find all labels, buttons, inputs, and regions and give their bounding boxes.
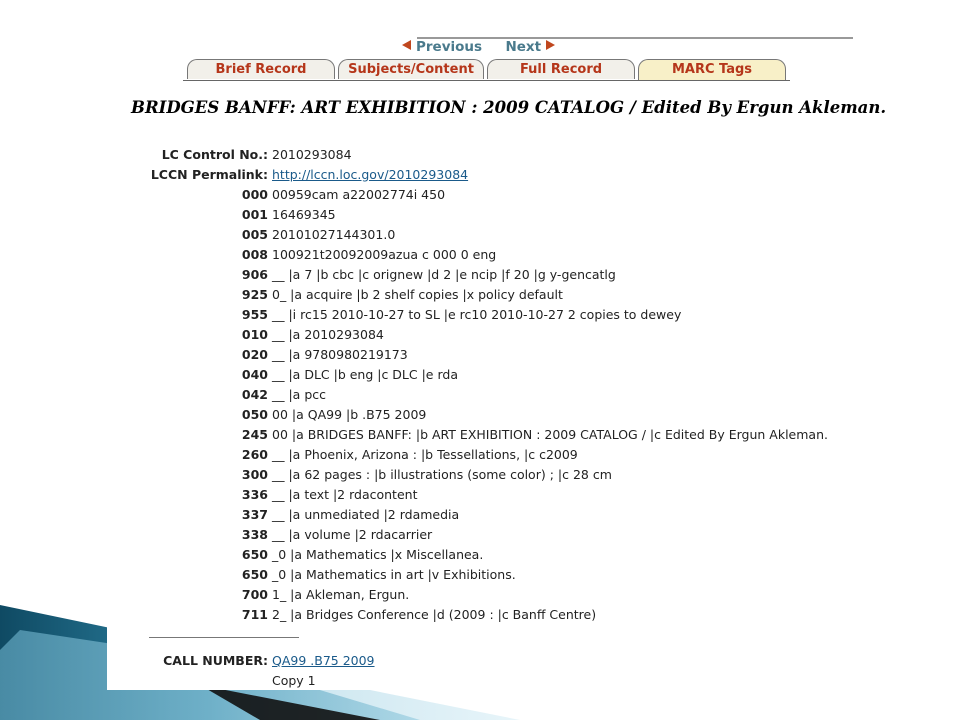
marc-field-row <box>107 465 847 485</box>
marc-value: __ |a 62 pages : |b illustrations (some color) ; |c 28 cm <box>272 467 612 482</box>
tab-brief-record[interactable]: Brief Record <box>187 59 335 79</box>
marc-field-row <box>107 525 847 545</box>
arrow-left-icon <box>402 40 411 50</box>
lccn-value: 2010293084 <box>272 147 352 162</box>
marc-field-row <box>107 345 847 365</box>
marc-field-row <box>107 425 847 445</box>
view-tabs <box>183 59 790 81</box>
marc-tag: 245 <box>241 427 268 442</box>
marc-tag: 005 <box>241 227 268 242</box>
previous-label: Previous <box>416 39 483 55</box>
marc-field-row <box>107 285 847 305</box>
marc-value: __ |a 7 |b cbc |c orignew |d 2 |e ncip |f 20 |g y-gencatlg <box>272 267 616 282</box>
marc-tag: 338 <box>241 527 268 542</box>
permalink-label: LCCN Permalink: <box>150 167 268 182</box>
tab-subjects-content[interactable]: Subjects/Content <box>338 59 484 79</box>
marc-value: __ |a DLC |b eng |c DLC |e rda <box>272 367 458 382</box>
marc-field-row <box>107 365 847 385</box>
marc-value: 0_ |a acquire |b 2 shelf copies |x policy default <box>272 287 563 302</box>
marc-tag: 955 <box>241 307 268 322</box>
copy-row <box>107 671 847 691</box>
marc-tag: 700 <box>241 587 268 602</box>
marc-value: __ |a Phoenix, Arizona : |b Tessellations, |c c2009 <box>272 447 578 462</box>
marc-field-row <box>107 205 847 225</box>
marc-value: __ |a unmediated |2 rdamedia <box>272 507 460 522</box>
marc-field-row <box>107 505 847 525</box>
record-title: BRIDGES BANFF: ART EXHIBITION : 2009 CATALOG / Edited By Ergun Akleman. <box>131 98 887 117</box>
marc-value: _0 |a Mathematics |x Miscellanea. <box>272 547 484 562</box>
record-navigation <box>402 39 555 55</box>
marc-tag: 001 <box>241 207 268 222</box>
marc-field-row <box>107 445 847 465</box>
marc-value: _0 |a Mathematics in art |v Exhibitions. <box>272 567 516 582</box>
marc-field-row <box>107 265 847 285</box>
marc-value: __ |a 9780980219173 <box>272 347 408 362</box>
marc-tag: 000 <box>241 187 268 202</box>
marc-field-row <box>107 545 847 565</box>
marc-tag: 040 <box>241 367 268 382</box>
marc-tag: 650 <box>241 567 268 582</box>
tab-full-record[interactable]: Full Record <box>487 59 635 79</box>
marc-field-row <box>107 485 847 505</box>
permalink-row <box>107 165 847 185</box>
marc-value: __ |a pcc <box>272 387 326 402</box>
marc-field-row <box>107 245 847 265</box>
marc-field-row <box>107 225 847 245</box>
marc-tag: 010 <box>241 327 268 342</box>
lccn-label: LC Control No.: <box>161 147 268 162</box>
marc-field-row <box>107 325 847 345</box>
marc-value: __ |a volume |2 rdacarrier <box>272 527 433 542</box>
marc-tag: 300 <box>241 467 268 482</box>
permalink-link[interactable]: http://lccn.loc.gov/2010293084 <box>272 167 469 182</box>
arrow-right-icon <box>546 40 555 50</box>
marc-field-row <box>107 585 847 605</box>
marc-value: 20101027144301.0 <box>272 227 396 242</box>
marc-value: 100921t20092009azua c 000 0 eng <box>272 247 497 262</box>
marc-tag: 042 <box>241 387 268 402</box>
marc-tag: 020 <box>241 347 268 362</box>
marc-tag: 337 <box>241 507 268 522</box>
marc-tag: 050 <box>241 407 268 422</box>
marc-value: 16469345 <box>272 207 336 222</box>
next-link[interactable] <box>505 39 555 55</box>
copy-label: Copy 1 <box>272 673 316 688</box>
marc-field-row <box>107 305 847 325</box>
marc-tag: 336 <box>241 487 268 502</box>
marc-value: __ |a 2010293084 <box>272 327 384 342</box>
marc-tag: 650 <box>241 547 268 562</box>
call-number-row <box>107 651 847 671</box>
call-number-link[interactable]: QA99 .B75 2009 <box>272 653 375 668</box>
marc-value: 2_ |a Bridges Conference |d (2009 : |c Banff Centre) <box>272 607 597 622</box>
call-number-label: CALL NUMBER: <box>163 653 268 668</box>
marc-value: 00 |a QA99 |b .B75 2009 <box>272 407 427 422</box>
marc-field-row <box>107 605 847 625</box>
tabs-baseline <box>183 80 790 81</box>
marc-tag: 711 <box>241 607 268 622</box>
record-panel <box>107 30 887 690</box>
lccn-row <box>107 145 847 165</box>
marc-tag: 925 <box>241 287 268 302</box>
marc-field-row <box>107 185 847 205</box>
marc-value: 1_ |a Akleman, Ergun. <box>272 587 410 602</box>
marc-value: 00 |a BRIDGES BANFF: |b ART EXHIBITION : 2009 CATALOG / |c Edited By Ergun Akleman. <box>272 427 828 442</box>
marc-tag: 906 <box>241 267 268 282</box>
marc-field-row <box>107 565 847 585</box>
marc-tag: 008 <box>241 247 268 262</box>
marc-tag: 260 <box>241 447 268 462</box>
marc-value: 00959cam a22002774i 450 <box>272 187 446 202</box>
previous-link[interactable] <box>402 39 487 55</box>
next-label: Next <box>505 39 542 55</box>
separator <box>149 637 299 638</box>
marc-value: __ |i rc15 2010-10-27 to SL |e rc10 2010-10-27 2 copies to dewey <box>272 307 682 322</box>
marc-value: __ |a text |2 rdacontent <box>272 487 418 502</box>
marc-field-row <box>107 405 847 425</box>
tab-marc-tags[interactable]: MARC Tags <box>638 59 786 81</box>
marc-field-row <box>107 385 847 405</box>
